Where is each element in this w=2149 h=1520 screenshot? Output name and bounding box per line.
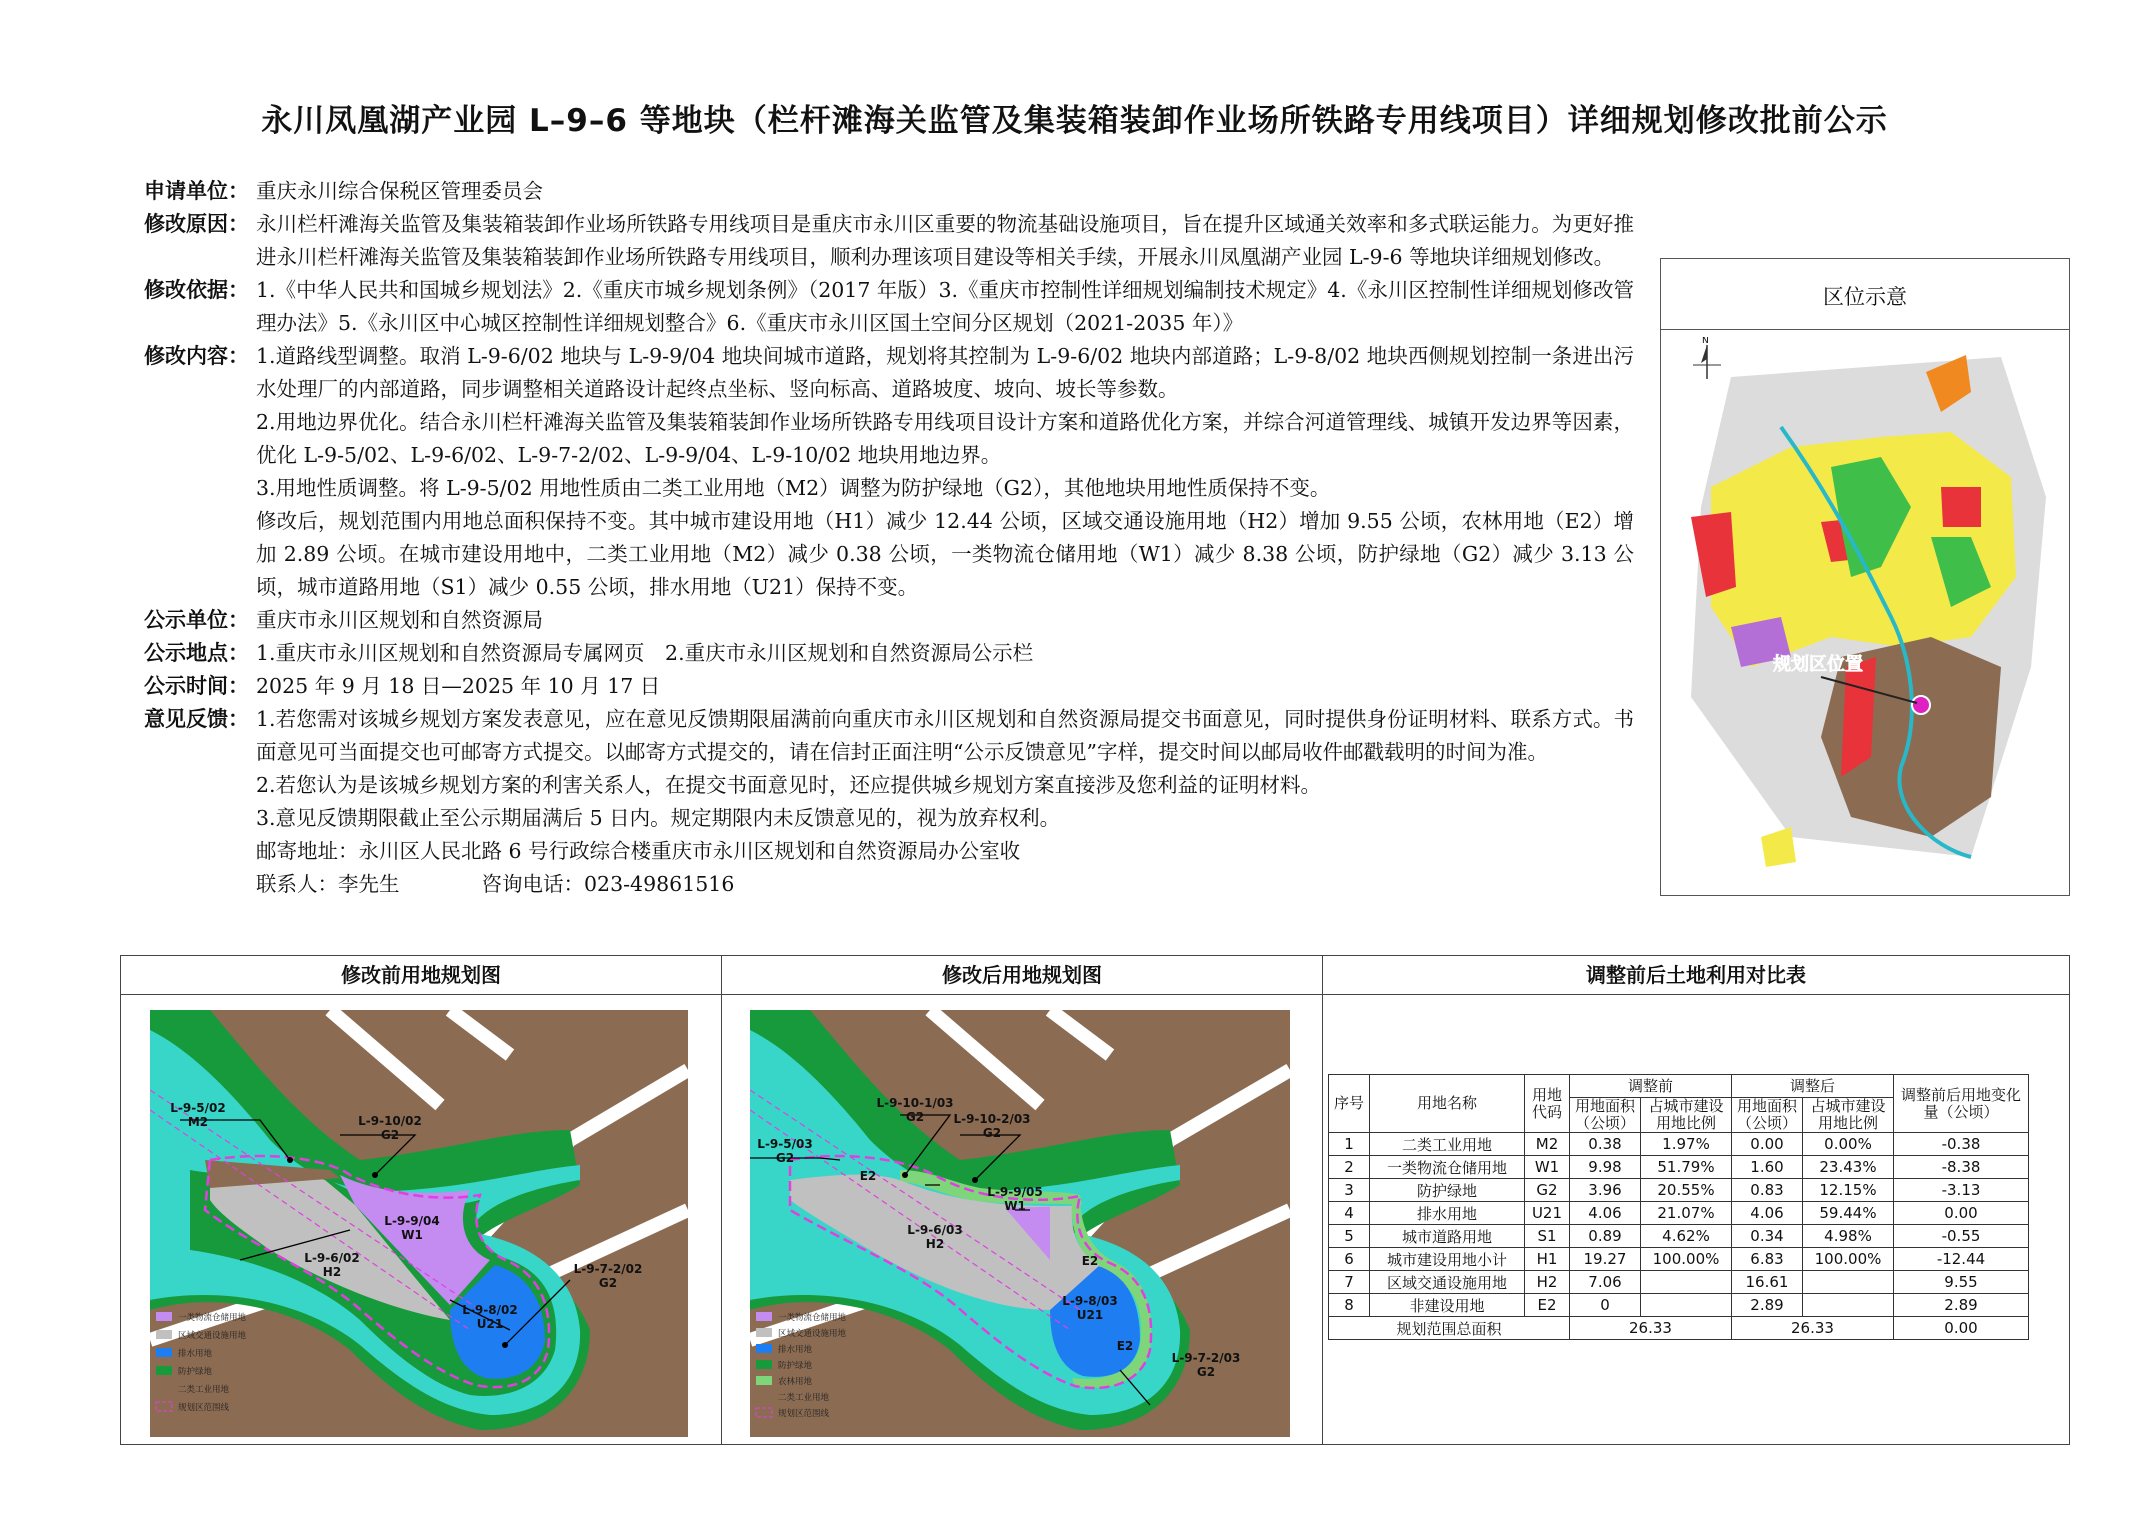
applicant-row	[144, 175, 1634, 208]
before-label-g2-code: L-9-10/02	[358, 1114, 422, 1128]
legend-label-u21: 排水用地	[778, 1345, 813, 1355]
legend-label-boundary: 规划区范围线	[178, 1403, 230, 1413]
th-after: 调整后	[1732, 1075, 1894, 1098]
cell-before-ratio: 4.62%	[1641, 1225, 1732, 1248]
cell-after-area: 4.06	[1732, 1202, 1803, 1225]
before-label-w1-type: W1	[401, 1228, 423, 1242]
th-before-ratio: 占城市建设用地比例	[1641, 1098, 1732, 1133]
cell-before-ratio: 20.55%	[1641, 1179, 1732, 1202]
time-row	[144, 670, 1634, 703]
table-row	[1329, 1179, 2029, 1202]
cell-before-ratio: 100.00%	[1641, 1248, 1732, 1271]
cell-after-ratio: 0.00%	[1803, 1133, 1894, 1156]
cell-no: 5	[1329, 1225, 1370, 1248]
after-map-title: 修改后用地规划图	[722, 956, 1322, 995]
content-item-1: 1.道路线型调整。取消 L-9-6/02 地块与 L-9-9/04 地块间城市道路，规划将其控制为 L-9-6/02 地块内部道路；L-9-8/02 地块西侧规划控制一条进出污水处理厂的内部道路，同步调整相关道路设计起终点坐标、竖向标高、道路坡度、坡向、坡长等参数。	[256, 344, 1634, 401]
cell-change: -12.44	[1894, 1248, 2029, 1271]
cell-change: -3.13	[1894, 1179, 2029, 1202]
cell-code: H1	[1525, 1248, 1570, 1271]
before-label-g2-type: G2	[380, 1128, 400, 1142]
reason-label: 修改原因：	[144, 212, 249, 236]
location-title-divider	[1661, 329, 2069, 330]
th-change: 调整前后用地变化量（公顷）	[1894, 1075, 2029, 1133]
feedback-label: 意见反馈：	[144, 707, 249, 731]
content-item-3: 3.用地性质调整。将 L-9-5/02 用地性质由二类工业用地（M2）调整为防护绿地（G2），其他地块用地性质保持不变。	[256, 476, 1331, 500]
th-name: 用地名称	[1370, 1075, 1525, 1133]
legend-label-u21: 排水用地	[178, 1349, 213, 1359]
cell-before-area: 9.98	[1570, 1156, 1641, 1179]
th-before: 调整前	[1570, 1075, 1732, 1098]
applicant-value: 重庆永川综合保税区管理委员会	[256, 179, 543, 203]
table-row	[1329, 1156, 2029, 1179]
location-map-title: 区位示意	[1823, 285, 1907, 309]
basis-row	[144, 274, 1634, 340]
cell-before-ratio: 51.79%	[1641, 1156, 1732, 1179]
table-title: 调整前后土地利用对比表	[1323, 956, 2069, 995]
cell-name: 区域交通设施用地	[1370, 1271, 1525, 1294]
cell-total-before: 26.33	[1570, 1317, 1732, 1340]
applicant-label: 申请单位：	[144, 179, 249, 203]
before-label-h2-type: H2	[322, 1265, 342, 1279]
cell-code: G2	[1525, 1179, 1570, 1202]
after-label-g2b-code: L-9-10-2/03	[953, 1112, 1031, 1126]
before-label-w1-code: L-9-9/04	[384, 1214, 440, 1228]
cell-code: S1	[1525, 1225, 1570, 1248]
legend-label-w1: 一类物流仓储用地	[778, 1313, 847, 1323]
cell-after-ratio: 23.43%	[1803, 1156, 1894, 1179]
location-map	[1671, 337, 2059, 887]
content-summary: 修改后，规划范围内用地总面积保持不变。其中城市建设用地（H1）减少 12.44 公顷，区域交通设施用地（H2）增加 9.55 公顷，农林用地（E2）增加 2.89 公顷。在城市建设用地中，二类工业用地（M2）减少 0.38 公顷，一类物流仓储用地（W1）减少 8.38 公顷，防护绿地（G2）减少 3.13 公顷，城市道路用地（S1）减少 0.55 公顷，排水用地（U21）保持不变。	[256, 509, 1634, 599]
legend-label-m2: 二类工业用地	[778, 1393, 830, 1403]
before-label-u21-code: L-9-8/02	[462, 1303, 518, 1317]
legend-swatch-e2	[756, 1376, 772, 1385]
legend-swatch-w1	[156, 1312, 172, 1321]
cell-name: 防护绿地	[1370, 1179, 1525, 1202]
cell-after-ratio: 12.15%	[1803, 1179, 1894, 1202]
cell-total-after: 26.33	[1732, 1317, 1894, 1340]
basis-label: 修改依据：	[144, 278, 249, 302]
cell-before-ratio	[1641, 1271, 1732, 1294]
table-total-row	[1329, 1317, 2029, 1340]
cell-no: 8	[1329, 1294, 1370, 1317]
cell-after-ratio: 100.00%	[1803, 1248, 1894, 1271]
cell-after-area: 2.89	[1732, 1294, 1803, 1317]
cell-total-name: 规划范围总面积	[1329, 1317, 1570, 1340]
before-point-g2	[372, 1172, 378, 1178]
after-label-g2d-type: G2	[1196, 1365, 1216, 1379]
after-label-g2a-type: G2	[905, 1110, 925, 1124]
legend-swatch-h2	[156, 1330, 172, 1339]
after-label-w1-type: W1	[1004, 1199, 1026, 1213]
cell-no: 7	[1329, 1271, 1370, 1294]
publisher-value: 重庆市永川区规划和自然资源局	[256, 608, 543, 632]
legend-label-boundary: 规划区范围线	[778, 1409, 830, 1419]
cell-name: 非建设用地	[1370, 1294, 1525, 1317]
project-location-label: 规划区位置	[1773, 654, 1863, 675]
cell-code: W1	[1525, 1156, 1570, 1179]
cell-before-ratio	[1641, 1294, 1732, 1317]
after-label-g2d-code: L-9-7-2/03	[1171, 1351, 1241, 1365]
before-label-u21-type: U21	[476, 1317, 504, 1331]
content-label: 修改内容：	[144, 344, 249, 368]
cell-before-area: 0.89	[1570, 1225, 1641, 1248]
legend-swatch-m2	[756, 1392, 772, 1401]
cell-after-ratio	[1803, 1271, 1894, 1294]
place-value: 1.重庆市永川区规划和自然资源局专属网页 2.重庆市永川区规划和自然资源局公示栏	[256, 641, 1034, 665]
legend-label-h2: 区域交通设施用地	[778, 1329, 847, 1339]
table-row	[1329, 1271, 2029, 1294]
cell-change: -0.55	[1894, 1225, 2029, 1248]
cell-change: 9.55	[1894, 1271, 2029, 1294]
after-label-w1-code: L-9-9/05	[987, 1185, 1043, 1199]
feedback-item-2: 2.若您认为是该城乡规划方案的利害关系人，在提交书面意见时，还应提供城乡规划方案直接涉及您利益的证明材料。	[256, 773, 1322, 797]
contact-info: 联系人：李先生 咨询电话：023-49861516	[256, 872, 735, 896]
th-before-area: 用地面积（公顷）	[1570, 1098, 1641, 1133]
feedback-item-3: 3.意见反馈期限截止至公示期届满后 5 日内。规定期限内未反馈意见的，视为放弃权利。	[256, 806, 1061, 830]
feedback-item-1: 1.若您需对该城乡规划方案发表意见，应在意见反馈期限届满前向重庆市永川区规划和自然资源局提交书面意见，同时提供身份证明材料、联系方式。书面意见可当面提交也可邮寄方式提交。以邮寄方式提交的，请在信封正面注明“公示反馈意见”字样，提交时间以邮局收件邮戳载明的时间为准。	[256, 707, 1634, 764]
cell-no: 3	[1329, 1179, 1370, 1202]
legend-label-h2: 区域交通设施用地	[178, 1331, 247, 1341]
north-arrow-icon	[1693, 345, 1721, 379]
cell-after-area: 0.00	[1732, 1133, 1803, 1156]
land-use-comparison-table	[1328, 1074, 2029, 1340]
cell-change: 2.89	[1894, 1294, 2029, 1317]
after-point-g2a	[902, 1172, 908, 1178]
cell-name: 排水用地	[1370, 1202, 1525, 1225]
after-label-e2-north: E2	[859, 1169, 877, 1183]
cell-before-area: 3.96	[1570, 1179, 1641, 1202]
table-row	[1329, 1225, 2029, 1248]
cell-after-area: 16.61	[1732, 1271, 1803, 1294]
cell-name: 城市建设用地小计	[1370, 1248, 1525, 1271]
cell-after-ratio: 59.44%	[1803, 1202, 1894, 1225]
after-land-use-map	[750, 1010, 1290, 1437]
cell-after-ratio	[1803, 1294, 1894, 1317]
cell-code: M2	[1525, 1133, 1570, 1156]
th-after-ratio: 占城市建设用地比例	[1803, 1098, 1894, 1133]
th-no: 序号	[1329, 1075, 1370, 1133]
legend-label-g2: 防护绿地	[178, 1367, 213, 1377]
cell-code: E2	[1525, 1294, 1570, 1317]
cell-after-ratio: 4.98%	[1803, 1225, 1894, 1248]
time-value: 2025 年 9 月 18 日—2025 年 10 月 17 日	[256, 674, 661, 698]
cell-no: 4	[1329, 1202, 1370, 1225]
after-label-e2-east: E2	[1081, 1254, 1099, 1268]
legend-swatch-g2	[756, 1360, 772, 1369]
publisher-label: 公示单位：	[144, 608, 249, 632]
after-label-h2-code: L-9-6/03	[907, 1223, 963, 1237]
reason-value: 永川栏杆滩海关监管及集装箱装卸作业场所铁路专用线项目是重庆市永川区重要的物流基础设施项目，旨在提升区域通关效率和多式联运能力。为更好推进永川栏杆滩海关监管及集装箱装卸作业场所铁路专用线项目，顺利办理该项目建设等相关手续，开展永川凤凰湖产业园 L-9-6 等地块详细规划修改。	[256, 212, 1634, 269]
north-label: N	[1702, 337, 1709, 346]
cell-no: 6	[1329, 1248, 1370, 1271]
mailing-address: 邮寄地址：永川区人民北路 6 号行政综合楼重庆市永川区规划和自然资源局办公室收	[256, 839, 1021, 863]
before-point-m2	[287, 1157, 293, 1163]
legend-swatch-w1	[756, 1312, 772, 1321]
before-land-use-map	[150, 1010, 688, 1437]
place-label: 公示地点：	[144, 641, 249, 665]
before-label-g2b-type: G2	[598, 1276, 618, 1290]
cell-name: 一类物流仓储用地	[1370, 1156, 1525, 1179]
publisher-row	[144, 604, 1634, 637]
before-label-g2b-code: L-9-7-2/02	[573, 1262, 643, 1276]
cell-before-area: 0.38	[1570, 1133, 1641, 1156]
cell-before-area: 7.06	[1570, 1271, 1641, 1294]
after-label-g2c-code: L-9-5/03	[757, 1137, 813, 1151]
legend-label-g2: 防护绿地	[778, 1361, 813, 1371]
cell-after-area: 6.83	[1732, 1248, 1803, 1271]
feedback-value	[256, 703, 1634, 901]
before-label-m2-code: L-9-5/02	[170, 1101, 226, 1115]
cell-before-ratio: 21.07%	[1641, 1202, 1732, 1225]
after-label-e2-south: E2	[1116, 1339, 1134, 1353]
reason-row	[144, 208, 1634, 274]
before-label-h2-code: L-9-6/02	[304, 1251, 360, 1265]
cell-name: 城市道路用地	[1370, 1225, 1525, 1248]
after-map-svg	[750, 1010, 1290, 1437]
cell-change: -8.38	[1894, 1156, 2029, 1179]
legend-swatch-g2	[156, 1366, 172, 1375]
content-row	[144, 340, 1634, 604]
table-header-row-1	[1329, 1075, 2029, 1098]
content-value	[256, 340, 1634, 604]
after-point-g2b	[972, 1177, 978, 1183]
location-south-cluster	[1761, 827, 1796, 867]
location-red-zone-east	[1941, 487, 1981, 527]
table-row	[1329, 1133, 2029, 1156]
legend-label-e2: 农林用地	[778, 1377, 813, 1387]
cell-code: U21	[1525, 1202, 1570, 1225]
place-row	[144, 637, 1634, 670]
cell-change: -0.38	[1894, 1133, 2029, 1156]
legend-swatch-u21	[156, 1348, 172, 1357]
cell-total-change: 0.00	[1894, 1317, 2029, 1340]
time-label: 公示时间：	[144, 674, 249, 698]
table-row	[1329, 1248, 2029, 1271]
th-code: 用地代码	[1525, 1075, 1570, 1133]
cell-after-area: 0.83	[1732, 1179, 1803, 1202]
cell-no: 2	[1329, 1156, 1370, 1179]
after-label-g2a-code: L-9-10-1/03	[876, 1096, 954, 1110]
th-after-area: 用地面积（公顷）	[1732, 1098, 1803, 1133]
legend-label-w1: 一类物流仓储用地	[178, 1313, 247, 1323]
notice-info	[144, 175, 1634, 901]
before-map-title: 修改前用地规划图	[121, 956, 721, 995]
after-label-g2b-type: G2	[982, 1126, 1002, 1140]
before-label-m2-type: M2	[187, 1115, 209, 1129]
cell-before-area: 19.27	[1570, 1248, 1641, 1271]
cell-after-area: 1.60	[1732, 1156, 1803, 1179]
after-label-g2c-type: G2	[775, 1151, 795, 1165]
cell-after-area: 0.34	[1732, 1225, 1803, 1248]
cell-code: H2	[1525, 1271, 1570, 1294]
legend-swatch-h2	[756, 1328, 772, 1337]
before-point-g2b	[502, 1342, 508, 1348]
after-label-h2-type: H2	[925, 1237, 945, 1251]
after-label-u21-code: L-9-8/03	[1062, 1294, 1118, 1308]
before-map-svg	[150, 1010, 688, 1437]
cell-before-area: 4.06	[1570, 1202, 1641, 1225]
cell-no: 1	[1329, 1133, 1370, 1156]
basis-value: 1.《中华人民共和国城乡规划法》2.《重庆市城乡规划条例》（2017 年版）3.《重庆市控制性详细规划编制技术规定》4.《永川区控制性详细规划修改管理办法》5.《永川区中心城区控制性详细规划整合》6.《重庆市永川区国土空间分区规划（2021-2035 年）》	[256, 278, 1634, 335]
project-location-marker	[1912, 696, 1930, 714]
cell-before-ratio: 1.97%	[1641, 1133, 1732, 1156]
table-row	[1329, 1202, 2029, 1225]
cell-change: 0.00	[1894, 1202, 2029, 1225]
cell-name: 二类工业用地	[1370, 1133, 1525, 1156]
feedback-row	[144, 703, 1634, 901]
legend-swatch-m2	[156, 1384, 172, 1393]
legend-swatch-u21	[756, 1344, 772, 1353]
cell-before-area: 0	[1570, 1294, 1641, 1317]
after-label-u21-type: U21	[1076, 1308, 1104, 1322]
location-map-box	[1660, 258, 2070, 896]
content-item-2: 2.用地边界优化。结合永川栏杆滩海关监管及集装箱装卸作业场所铁路专用线项目设计方案和道路优化方案，并综合河道管理线、城镇开发边界等因素，优化 L-9-5/02、L-9-6/02、L-9-7-2/02、L-9-9/04、L-9-10/02 地块用地边界。	[256, 410, 1634, 467]
table-row	[1329, 1294, 2029, 1317]
legend-label-m2: 二类工业用地	[178, 1385, 230, 1395]
page-title: 永川凤凰湖产业园 L–9–6 等地块（栏杆滩海关监管及集装箱装卸作业场所铁路专用线项目）详细规划修改批前公示	[261, 103, 1888, 139]
